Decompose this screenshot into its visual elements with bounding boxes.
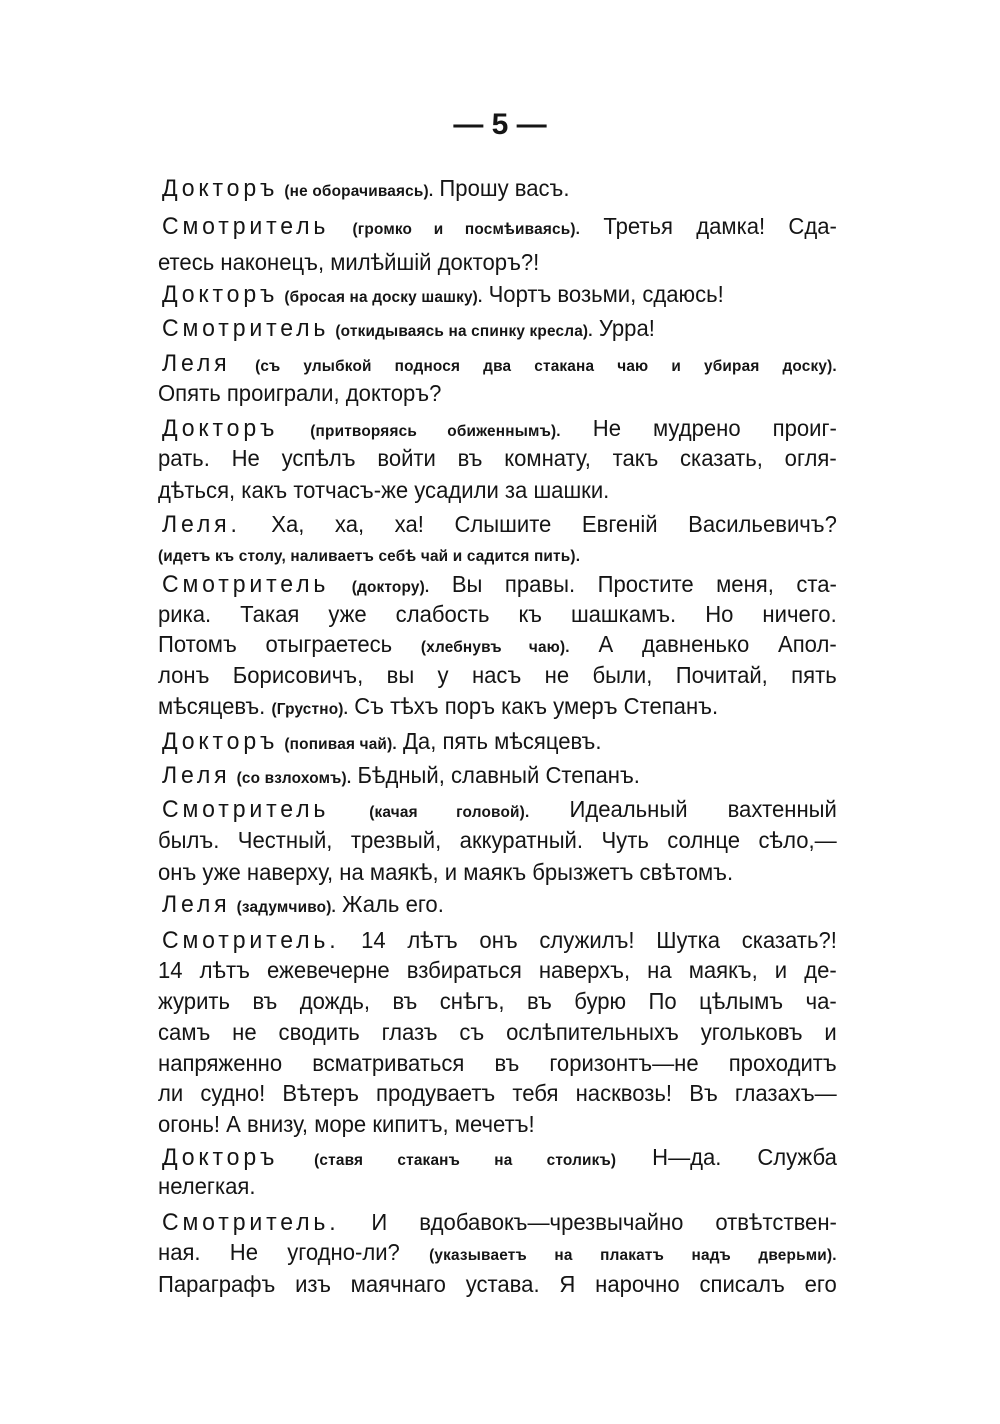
stage-direction: (бросая на доску шашку). — [284, 289, 483, 306]
dialogue-text: Не мудрено проиг- — [560, 415, 837, 441]
speaker-name: Леля — [162, 891, 231, 918]
text-line — [162, 172, 837, 204]
dialogue-text: нелегкая. — [158, 1173, 256, 1199]
text-line — [162, 568, 837, 600]
dialogue-text: Урра! — [592, 315, 655, 341]
dialogue-text: Ха, ха, ха! Слышите Евгеній Васильевичъ? — [240, 511, 837, 537]
dialogue-text: напряженно всматриваться въ горизонтъ—не проходитъ — [158, 1050, 837, 1076]
speaker-name: Смотритель. — [162, 927, 340, 954]
dialogue-text: 14 лѣтъ ежевечерне взбираться наверхъ, на маякъ, и де- — [158, 957, 837, 983]
dialogue-text: Да, пять мѣсяцевъ. — [396, 728, 602, 754]
dialogue-text: Жаль его. — [336, 891, 444, 917]
speaker-name: Докторъ — [162, 281, 279, 308]
stage-direction: (идетъ къ столу, наливаетъ себѣ чай и садится пить). — [158, 548, 581, 565]
text-line — [158, 1268, 837, 1300]
text-line — [162, 888, 837, 920]
dialogue-text: Прошу васъ. — [433, 175, 570, 201]
dialogue-text: ли судно! Вѣтеръ продуваетъ тебя насквозь! Въ глазахъ— — [158, 1080, 837, 1106]
dialogue-text: Третья дамка! Сда- — [580, 213, 837, 239]
text-line — [158, 1236, 837, 1268]
text-line — [158, 659, 837, 691]
stage-direction: (откидываясь на спинку кресла). — [335, 323, 593, 340]
dialogue-text: огонь! А внизу, море кипитъ, мечетъ! — [158, 1111, 535, 1137]
dialogue-text: 14 лѣтъ онъ служилъ! Шутка сказать?! — [339, 927, 837, 953]
dialogue-text: ная. Не угодно-ли? — [158, 1239, 430, 1265]
page-number: — 5 — — [453, 108, 547, 141]
dialogue-text — [278, 1144, 314, 1170]
speaker-name: Докторъ — [162, 415, 279, 442]
text-line — [158, 377, 837, 409]
speaker-name: Докторъ — [162, 1144, 279, 1171]
dialogue-text: Бѣдный, славный Степанъ. — [351, 762, 640, 788]
dialogue-text: рика. Такая уже слабость къ шашкамъ. Но ничего. — [158, 601, 837, 627]
stage-direction: (качая головой). — [369, 804, 530, 821]
dialogue-text: рать. Не успѣлъ войти въ комнату, такъ сказать, огля- — [158, 445, 837, 471]
stage-direction: (съ улыбкой поднося два стакана чаю и убирая доску). — [255, 358, 837, 375]
speaker-name: Леля — [162, 350, 231, 377]
text-line — [158, 1016, 837, 1048]
stage-direction: (ставя стаканъ на столикъ) — [314, 1152, 617, 1169]
speaker-name: Смотритель — [162, 213, 330, 240]
text-line — [162, 278, 837, 310]
text-line — [158, 1108, 837, 1140]
stage-direction: (попивая чай). — [284, 736, 397, 753]
speaker-name: Докторъ — [162, 175, 279, 202]
dialogue-text: Н—да. Служба — [616, 1144, 837, 1170]
text-line — [158, 537, 837, 569]
text-line — [158, 246, 837, 278]
dialogue-text: Вы правы. Простите меня, ста- — [429, 571, 837, 597]
text-line — [162, 759, 837, 791]
dialogue-text: Чортъ возьми, сдаюсь! — [482, 281, 724, 307]
dialogue-text: А давненько Апол- — [569, 631, 837, 657]
text-line — [158, 1170, 837, 1202]
dialogue-text: Опять проиграли, докторъ? — [158, 380, 442, 406]
dialogue-text: Съ тѣхъ поръ какъ умеръ Степанъ. — [348, 693, 719, 719]
text-line — [158, 442, 837, 474]
dialogue-text: И вдобавокъ—чрезвычайно отвѣтствен- — [339, 1209, 837, 1235]
dialogue-text: етесь наконецъ, милѣйшій докторъ?! — [158, 249, 540, 275]
text-line — [162, 725, 837, 757]
dialogue-text: Идеальный вахтенный — [529, 796, 837, 822]
speaker-name: Леля — [162, 762, 231, 789]
speaker-name: Смотритель — [162, 796, 330, 823]
dialogue-text — [329, 796, 369, 822]
dialogue-text — [329, 571, 351, 597]
dialogue-text: мѣсяцевъ. — [158, 693, 272, 719]
dialogue-text — [329, 213, 352, 239]
text-line — [162, 210, 837, 242]
speaker-name: Докторъ — [162, 728, 279, 755]
stage-direction: (доктору). — [351, 579, 430, 596]
text-line — [158, 628, 837, 660]
dialogue-text: былъ. Честный, трезвый, аккуратный. Чуть солнце сѣло,— — [158, 827, 837, 853]
speaker-name: Смотритель. — [162, 1209, 340, 1236]
text-line — [158, 824, 837, 856]
dialogue-text: Потомъ отыграетесь — [158, 631, 421, 657]
text-line — [162, 924, 837, 956]
text-line — [158, 598, 837, 630]
stage-direction: (притворяясь обиженнымъ). — [310, 423, 561, 440]
text-line — [158, 856, 837, 888]
text-line — [158, 985, 837, 1017]
speaker-name: Смотритель — [162, 571, 330, 598]
text-line — [158, 474, 837, 506]
dialogue-text: журить въ дождь, въ снѣгъ, въ бурю По цѣлымъ ча- — [158, 988, 837, 1014]
dialogue-text: Параграфъ изъ маячнаго устава. Я нарочно списалъ его — [158, 1271, 837, 1297]
stage-direction: (со взлохомъ). — [236, 770, 352, 787]
text-line — [162, 1141, 837, 1173]
text-line — [162, 508, 837, 540]
dialogue-text — [230, 350, 255, 376]
stage-direction: (громко и посмѣиваясь). — [352, 221, 581, 238]
text-line — [162, 312, 837, 344]
speaker-name: Смотритель — [162, 315, 330, 342]
dialogue-text: лонъ Борисовичъ, вы у насъ не были, Почитай, пять — [158, 662, 837, 688]
dialogue-text — [278, 415, 310, 441]
text-line — [158, 690, 837, 722]
text-line — [162, 412, 837, 444]
stage-direction: (указываетъ на плакатъ надъ дверьми). — [429, 1247, 837, 1264]
stage-direction: (Грустно). — [271, 701, 349, 718]
text-line — [158, 1047, 837, 1079]
stage-direction: (хлебнувъ чаю). — [420, 639, 570, 656]
stage-direction: (задумчиво). — [236, 899, 336, 916]
dialogue-text: самъ не сводить глазъ съ ослѣпительныхъ угольковъ и — [158, 1019, 837, 1045]
text-line — [162, 793, 837, 825]
text-line — [162, 1206, 837, 1238]
text-line — [158, 954, 837, 986]
text-line — [162, 347, 837, 379]
dialogue-text: онъ уже наверху, на маякѣ, и маякъ брызжетъ свѣтомъ. — [158, 859, 734, 885]
text-line — [158, 1077, 837, 1109]
stage-direction: (не оборачиваясь). — [284, 183, 434, 200]
speaker-name: Леля. — [162, 511, 241, 538]
dialogue-text: дѣться, какъ тотчасъ-же усадили за шашки. — [158, 477, 610, 503]
